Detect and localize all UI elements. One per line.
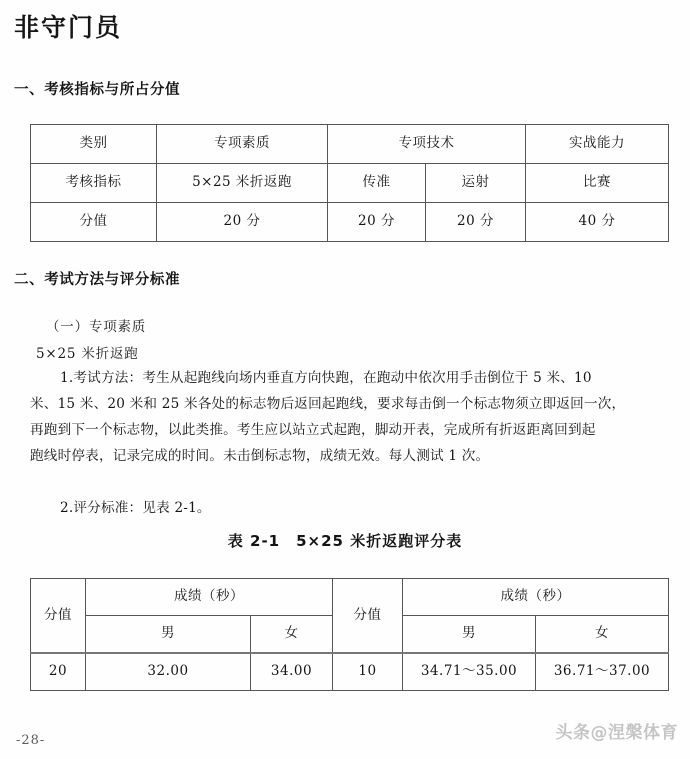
shuttle-run-scoring-table (30, 578, 669, 691)
method-line-2: 米、15 米、20 米和 25 米各处的标志物后返回起跑线，要求每击倒一个标志物须立即返回一次， (30, 396, 626, 412)
table-row (31, 164, 669, 203)
table2-caption: 表 2-1 5×25 米折返跑评分表 (227, 532, 463, 550)
table1-r2-score-match: 40 分 (526, 203, 669, 242)
table2-header-male-right: 男 (403, 616, 536, 654)
table1-r2-score-passing: 20 分 (328, 203, 426, 242)
table1-r1-label: 考核指标 (31, 164, 157, 203)
table1-r0-special-technique: 专项技术 (328, 125, 526, 164)
table2-header-female-left: 女 (251, 616, 333, 654)
table2-r0-score-left: 20 (31, 653, 86, 691)
table-row (31, 125, 669, 164)
table2-r0-female-right: 36.71～37.00 (536, 653, 669, 691)
subsection-heading-special-quality: （一）专项素质 (46, 319, 147, 335)
method-paragraph (30, 365, 670, 469)
table-row (31, 203, 669, 242)
table2-header-result-right: 成绩（秒） (403, 579, 669, 616)
method-line-4: 跑线时停表，记录完成的时间。未击倒标志物，成绩无效。每人测试 1 次。 (30, 448, 490, 464)
table2-r0-female-left: 34.00 (251, 653, 333, 691)
event-name-shuttle-run: 5×25 米折返跑 (36, 346, 139, 362)
table2-r0-score-right: 10 (333, 653, 403, 691)
table2-header-score-left: 分值 (31, 579, 86, 654)
table1-r0-category-label: 类别 (31, 125, 157, 164)
table-row (31, 579, 669, 616)
section-heading-two: 二、考试方法与评分标准 (14, 272, 181, 288)
table2-header-male-left: 男 (86, 616, 251, 654)
table-row (31, 653, 669, 691)
scoring-standard-paragraph: 2.评分标准：见表 2-1。 (60, 500, 211, 516)
table2-r0-male-right: 34.71～35.00 (403, 653, 536, 691)
table2-r0-male-left: 32.00 (86, 653, 251, 691)
table1-r0-special-quality: 专项素质 (157, 125, 328, 164)
table2-header-female-right: 女 (536, 616, 669, 654)
table2-header-score-right: 分值 (333, 579, 403, 654)
page-number: -28- (16, 733, 46, 748)
table1-r2-score-shooting: 20 分 (426, 203, 526, 242)
table1-r2-label: 分值 (31, 203, 157, 242)
page-title: 非守门员 (14, 13, 123, 42)
table1-r2-score-quality: 20 分 (157, 203, 328, 242)
method-line-3: 再跑到下一个标志物，以此类推。考生应以站立式起跑，脚动开表，完成所有折返距离回到起 (30, 422, 596, 438)
method-line-1: 1.考试方法：考生从起跑线向场内垂直方向快跑，在跑动中依次用手击倒位于 5 米、10 (60, 370, 592, 386)
table1-r1-dribble-shoot: 运射 (426, 164, 526, 203)
assessment-index-table (30, 124, 669, 242)
table2-header-result-left: 成绩（秒） (86, 579, 333, 616)
table1-r1-shuttle-run: 5×25 米折返跑 (157, 164, 328, 203)
table1-r1-passing-accuracy: 传准 (328, 164, 426, 203)
table1-r1-match: 比赛 (526, 164, 669, 203)
section-heading-one: 一、考核指标与所占分值 (14, 82, 181, 98)
table1-r0-match-ability: 实战能力 (526, 125, 669, 164)
watermark: 头条@涅槃体育 (555, 723, 678, 743)
